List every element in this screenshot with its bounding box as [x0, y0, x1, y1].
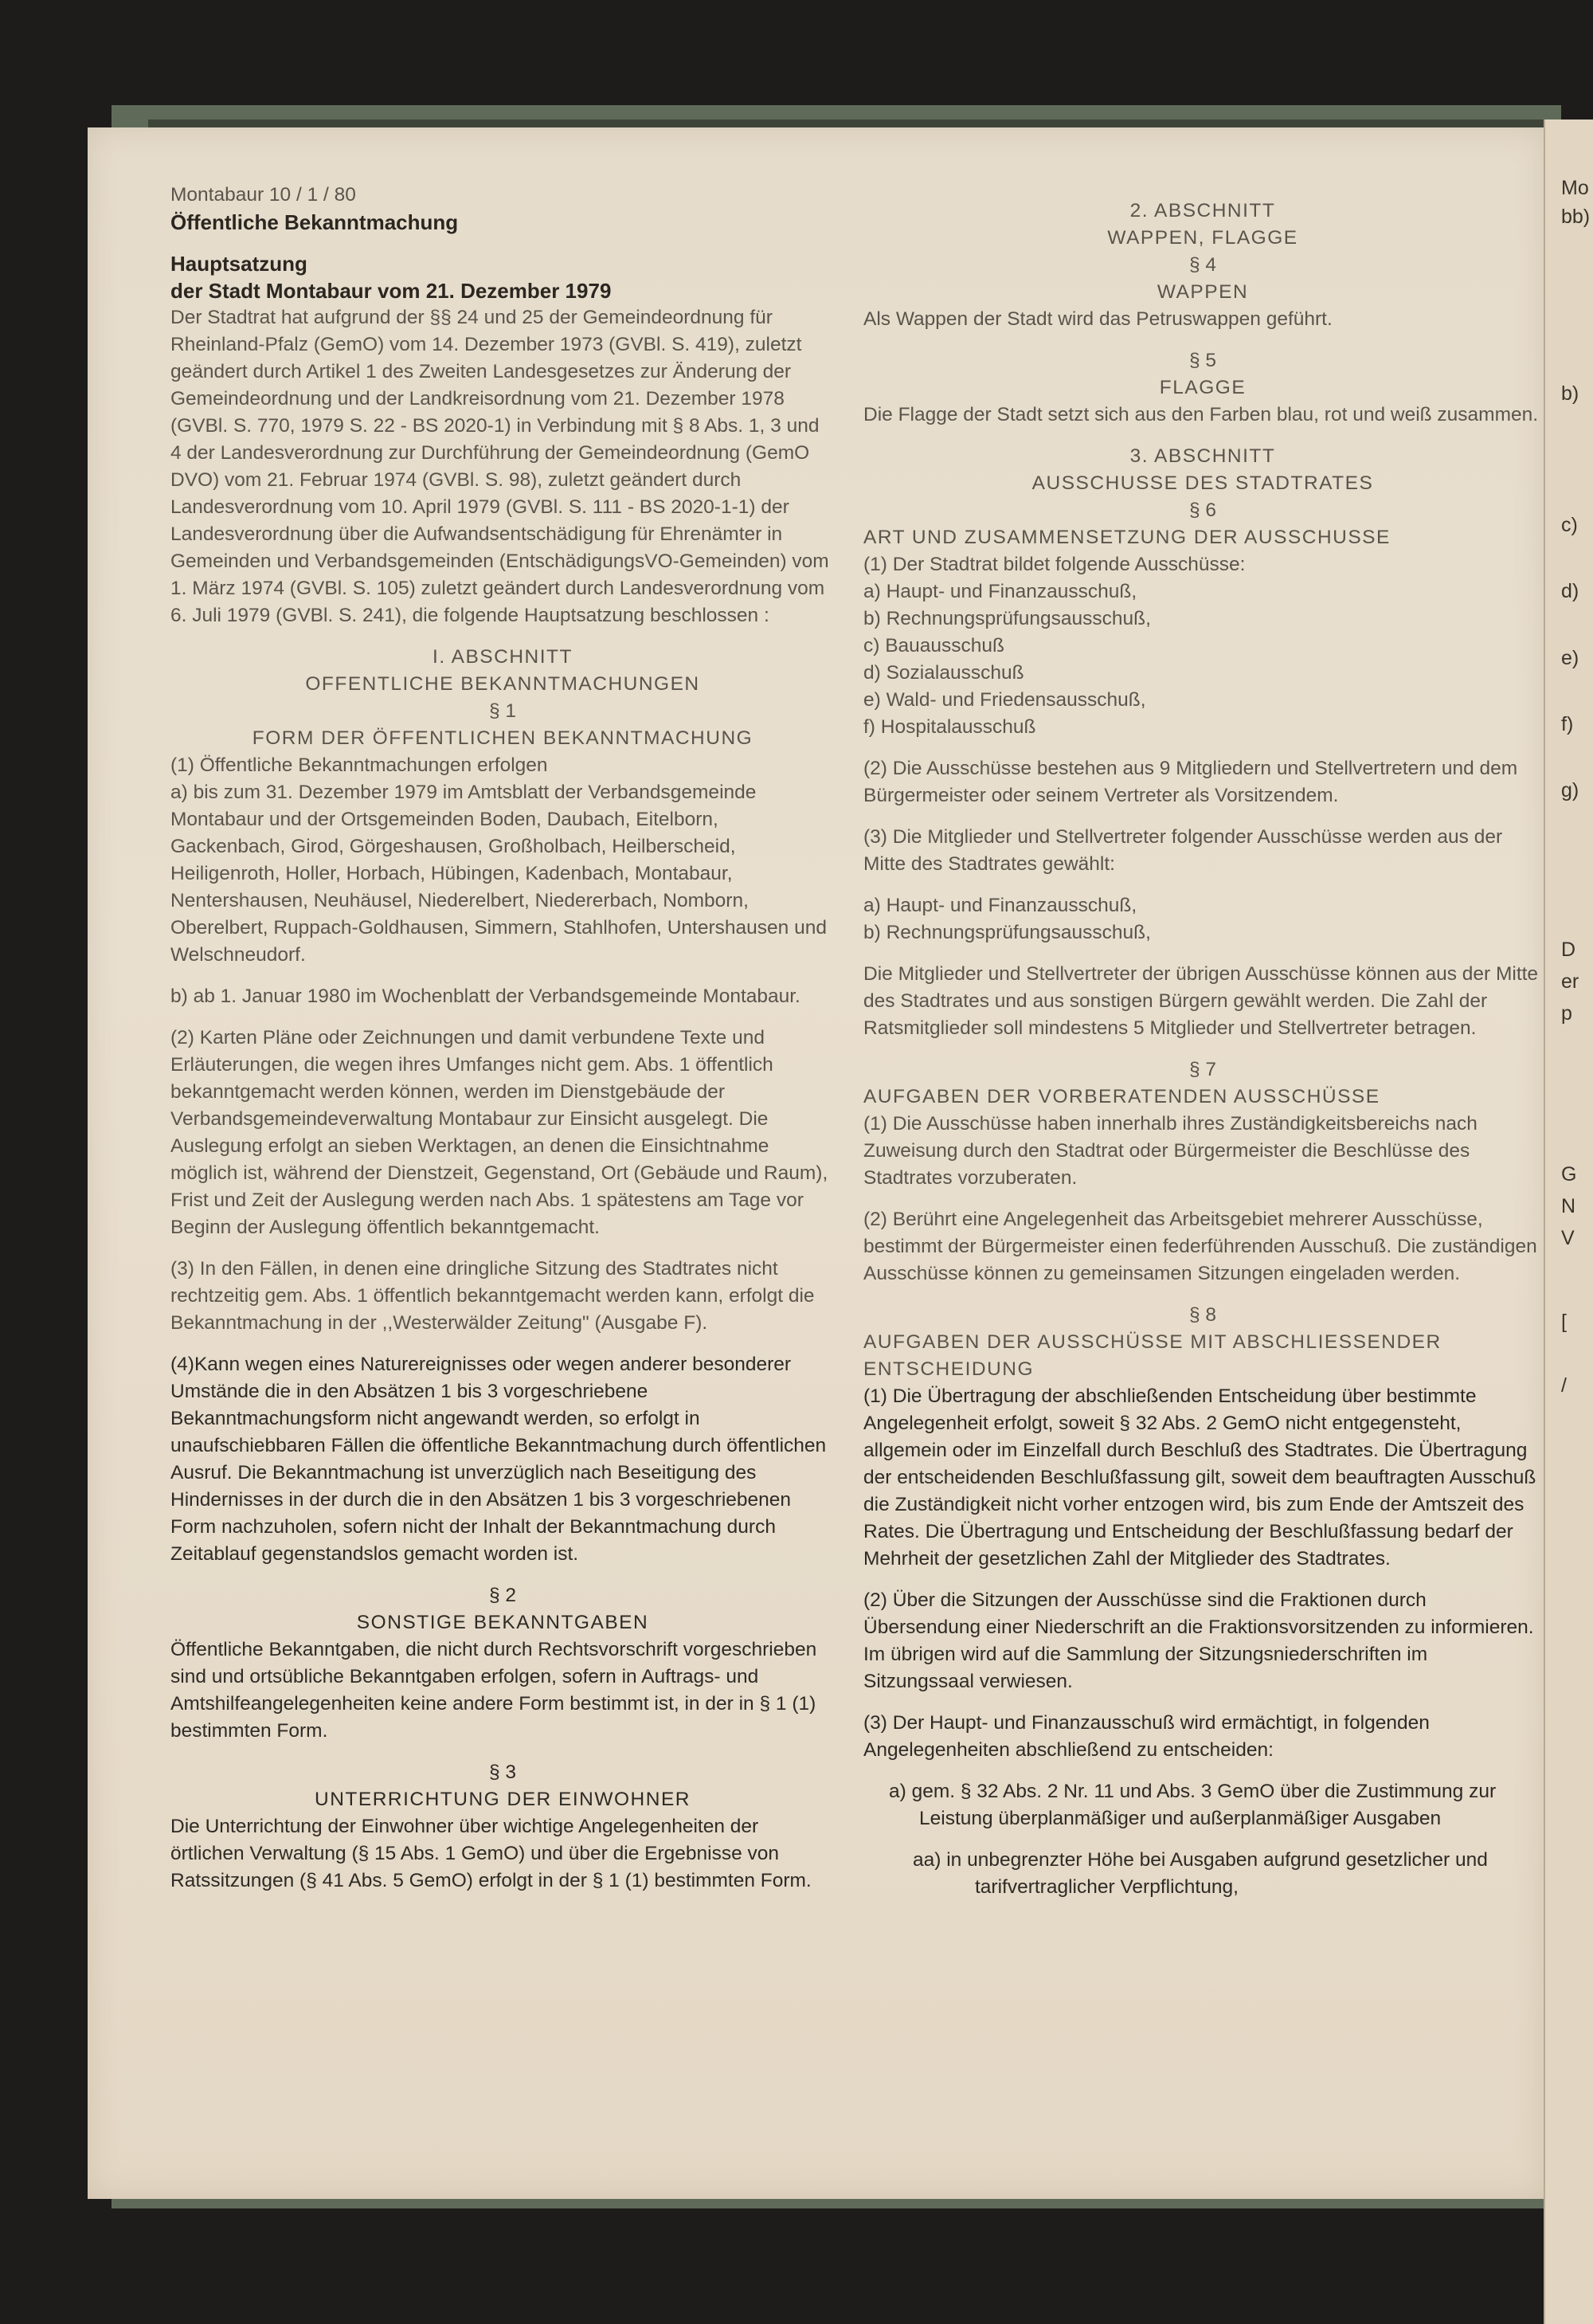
margin-text: e)	[1561, 647, 1579, 669]
margin-text: [	[1561, 1311, 1567, 1333]
clause: (1) Die Übertragung der abschließenden Entscheidung über bestimmte Angelegenheit erfolgt, soweit § 32 Abs. 2 GemO nicht entgegensteht, allgemein oder im Einzelfall durch Beschluß des Stadtrates. Die Übertragung der entscheidenden Beschlußfassung gilt, soweit dem beauftragten Ausschuß die Zuständigkeit nicht vorher entzogen wird, bis zum Ende der Amtszeit des Rates. Die Übertragung und Entscheidung der Beschlußfassung bedarf der Mehrheit der gesetzlichen Zahl der Mitglieder des Stadtrates.	[863, 1385, 1536, 1570]
list-item: aa) in unbegrenzter Höhe bei Ausgaben aufgrund gesetzlicher und tarifvertraglicher Verpflichtung,	[913, 1849, 1488, 1898]
paragraph-title: FLAGGE	[1159, 377, 1247, 398]
clause: (3) In den Fällen, in denen eine dringliche Sitzung des Stadtrates nicht rechtzeitig gem. Abs. 1 öffentlich bekanntgemacht werden kann, erfolgt die Bekanntmachung in der ,,Westerwälder Zeitung" (Ausgabe F).	[170, 1258, 815, 1334]
clause: Die Unterrichtung der Einwohner über wichtige Angelegenheiten der örtlichen Verwaltung (§ 15 Abs. 1 GemO) und über die Ergebnisse von Ratssitzungen (§ 41 Abs. 5 GemO) erfolgt in der § 1 (1) bestimmten Form.	[170, 1816, 812, 1891]
clause: (1) Die Ausschüsse haben innerhalb ihres Zuständigkeitsbereichs nach Zuweisung durch den Stadtrat oder Bürgermeister die Beschlüsse des Stadtrates vorzuberaten.	[863, 1113, 1478, 1189]
paragraph-number: § 4	[1188, 254, 1217, 276]
clause: a) bis zum 31. Dezember 1979 im Amtsblatt der Verbandsgemeinde Montabaur und der Ortsgemeinden Boden, Daubach, Eitelborn, Gackenbach, Girod, Görgeshausen, Großholbach, Heilberscheid, Heiligenroth, Holler, Horbach, Hübingen, Kadenbach, Montabaur, Nentershausen, Neuhäusel, Niederelbert, Niedererbach, Nomborn, Oberelbert, Ruppach-Goldhausen, Simmern, Stahlhofen, Untershausen und Welschneudorf.	[170, 782, 827, 966]
right-column	[863, 198, 1542, 1901]
section-title: OFFENTLICHE BEKANNTMACHUNGEN	[305, 673, 700, 695]
margin-text: bb)	[1561, 206, 1591, 228]
paragraph-number: § 6	[1188, 500, 1217, 521]
list-item: b) Rechnungsprüfungsausschuß,	[863, 922, 1151, 943]
clause: (4)Kann wegen eines Naturereignisses oder wegen anderer besonderer Umstände die in den Absätzen 1 bis 3 vorgeschriebene Bekanntmachungsform nicht angewandt werden, so erfolgt in unaufschiebbaren Fällen die öffentliche Bekanntmachung durch öffentlichen Ausruf. Die Bekanntmachung ist unverzüglich nach Beseitigung des Hindernisses in der durch die in den Absätzen 1 bis 3 vorgeschriebenen Form nachzuholen, sofern nicht der Inhalt der Bekanntmachung durch Zeitablauf gegenstandslos gemacht worden ist.	[170, 1354, 827, 1565]
paragraph-title: AUFGABEN DER AUSSCHÜSSE MIT ABSCHLIESSENDER ENTSCHEIDUNG	[863, 1331, 1442, 1380]
paragraph-number: § 7	[1188, 1059, 1217, 1080]
list-item: e) Wald- und Friedensausschuß,	[863, 689, 1146, 711]
list-item: f) Hospitalausschuß	[863, 716, 1036, 738]
list-item: d) Sozialausschuß	[863, 662, 1024, 684]
section-title: WAPPEN, FLAGGE	[1107, 227, 1298, 249]
clause: Als Wappen der Stadt wird das Petruswappen geführt.	[863, 308, 1333, 330]
paragraph-number: § 8	[1188, 1304, 1217, 1326]
paragraph-title: ART UND ZUSAMMENSETZUNG DER AUSSCHUSSE	[863, 527, 1391, 548]
margin-text: V	[1561, 1227, 1575, 1249]
list-item: a) Haupt- und Finanzausschuß,	[863, 895, 1137, 916]
section-title: AUSSCHUSSE DES STADTRATES	[1031, 472, 1374, 494]
margin-text: d)	[1561, 580, 1579, 602]
section-number: I. ABSCHNITT	[432, 646, 573, 668]
clause: (2) Berührt eine Angelegenheit das Arbeitsgebiet mehrerer Ausschüsse, bestimmt der Bürgermeister einen federführenden Ausschuß. Die zuständigen Ausschüsse können zu gemeinsamen Sitzungen eingeladen werden.	[863, 1209, 1537, 1284]
margin-text: G	[1561, 1163, 1577, 1186]
margin-text: Mo	[1561, 177, 1589, 199]
margin-text: f)	[1561, 713, 1574, 735]
margin-text: /	[1561, 1374, 1567, 1397]
margin-text: er	[1561, 970, 1579, 993]
doc-reference: Montabaur 10 / 1 / 80	[170, 184, 356, 206]
preamble: Der Stadtrat hat aufgrund der §§ 24 und 25 der Gemeindeordnung für Rheinland-Pfalz (GemO) vom 14. Dezember 1973 (GVBl. S. 419), zuletzt geändert durch Artikel 1 des Zweiten Landesgesetzes zur Änderung der Gemeindeordnung und der Landkreisordnung vom 21. Dezember 1978 (GVBl. S. 770, 1979 S. 22 - BS 2020-1) in Verbindung mit § 8 Abs. 1, 3 und 4 der Landesverordnung zur Durchführung der Gemeindeordnung (GemO DVO) vom 21. Februar 1974 (GVBl. S. 98), zuletzt geändert durch Landesverordnung vom 10. April 1979 (GVBl. S. 111 - BS 2020-1-1) der Landesverordnung über die Aufwandsentschädigung für Ehrenämter in Gemeinden und Verbandsgemeinden (EntschädigungsVO-Gemeinden) vom 1. März 1974 (GVBl. S. 105) zuletzt geändert durch Landesverordnung vom 6. Juli 1979 (GVBl. S. 241), die folgende Hauptsatzung beschlossen :	[170, 307, 829, 626]
list-item: b) Rechnungsprüfungsausschuß,	[863, 608, 1151, 629]
statute-title: Hauptsatzung	[170, 252, 307, 276]
clause: (2) Karten Pläne oder Zeichnungen und damit verbundene Texte und Erläuterungen, die wegen ihres Umfanges nicht gem. Abs. 1 öffentlich bekanntgemacht werden können, werden im Dienstgebäude der Verbandsgemeindeverwaltung Montabaur zur Einsicht ausgelegt. Die Auslegung erfolgt an sieben Werktagen, an denen die Einsichtnahme möglich ist, während der Dienstzeit, Gegenstand, Ort (Gebäude und Raum), Frist und Zeit der Auslegung werden nach Abs. 1 spätestens am Tage vor Beginn der Auslegung öffentlich bekanntgemacht.	[170, 1027, 828, 1238]
list-item: c) Bauausschuß	[863, 635, 1005, 656]
margin-text: N	[1561, 1195, 1576, 1217]
clause: (3) Die Mitglieder und Stellvertreter folgender Ausschüsse werden aus der Mitte des Stadtrates gewählt:	[863, 826, 1503, 875]
list-item: a) gem. § 32 Abs. 2 Nr. 11 und Abs. 3 GemO über die Zustimmung zur Leistung überplanmäßiger und außerplanmäßiger Ausgaben	[889, 1781, 1497, 1829]
clause: (2) Über die Sitzungen der Ausschüsse sind die Fraktionen durch Übersendung einer Niederschrift an die Fraktionsvorsitzenden zu informieren. Im übrigen wird auf die Sammlung der Sitzungsniederschriften im Sitzungssaal verwiesen.	[863, 1589, 1534, 1692]
list-item: a) Haupt- und Finanzausschuß,	[863, 581, 1137, 602]
margin-text: c)	[1561, 514, 1578, 536]
clause: Öffentliche Bekanntgaben, die nicht durch Rechtsvorschrift vorgeschrieben sind und ortsübliche Bekanntgaben erfolgen, sofern in Auftrags- und Amtshilfeangelegenheiten keine andere Form bestimmt ist, in der in § 1 (1) bestimmten Form.	[170, 1639, 817, 1742]
margin-text: D	[1561, 939, 1576, 961]
paragraph-title: WAPPEN	[1157, 281, 1249, 303]
margin-text: g)	[1561, 779, 1579, 801]
clause: (2) Die Ausschüsse bestehen aus 9 Mitgliedern und Stellvertretern und dem Bürgermeister oder seinem Vertreter als Vorsitzendem.	[863, 758, 1518, 806]
clause: Die Mitglieder und Stellvertreter der übrigen Ausschüsse können aus der Mitte des Stadtrates und aus sonstigen Bürgern gewählt werden. Die Zahl der Ratsmitglieder soll mindestens 5 Mitglieder und Stellvertreter betragen.	[863, 963, 1539, 1039]
doc-heading: Öffentliche Bekanntmachung	[170, 210, 459, 234]
margin-text: b)	[1561, 382, 1579, 405]
margin-text: p	[1561, 1002, 1572, 1025]
paragraph-title: SONSTIGE BEKANNTGABEN	[356, 1612, 649, 1633]
paragraph-title: FORM DER ÖFFENTLICHEN BEKANNTMACHUNG	[252, 727, 753, 749]
paragraph-number: § 3	[488, 1762, 517, 1783]
paragraph-number: § 5	[1188, 350, 1217, 371]
clause: Die Flagge der Stadt setzt sich aus den Farben blau, rot und weiß zusammen.	[863, 404, 1539, 425]
paragraph-number: § 2	[488, 1585, 517, 1606]
paragraph-title: UNTERRICHTUNG DER EINWOHNER	[315, 1789, 691, 1810]
paragraph-number: § 1	[488, 700, 517, 722]
adjacent-page-edge	[1544, 120, 1593, 2324]
section-number: 3. ABSCHNITT	[1129, 445, 1276, 467]
statute-subtitle: der Stadt Montabaur vom 21. Dezember 1979	[170, 279, 612, 303]
clause: (1) Öffentliche Bekanntmachungen erfolgen	[170, 754, 548, 776]
clause: (3) Der Haupt- und Finanzausschuß wird ermächtigt, in folgenden Angelegenheiten abschließend zu entscheiden:	[863, 1712, 1430, 1761]
left-column	[170, 182, 835, 1895]
paragraph-title: AUFGABEN DER VORBERATENDEN AUSSCHÜSSE	[863, 1086, 1380, 1107]
clause: (1) Der Stadtrat bildet folgende Ausschüsse:	[863, 554, 1246, 575]
section-number: 2. ABSCHNITT	[1129, 200, 1276, 221]
clause: b) ab 1. Januar 1980 im Wochenblatt der Verbandsgemeinde Montabaur.	[170, 986, 800, 1007]
